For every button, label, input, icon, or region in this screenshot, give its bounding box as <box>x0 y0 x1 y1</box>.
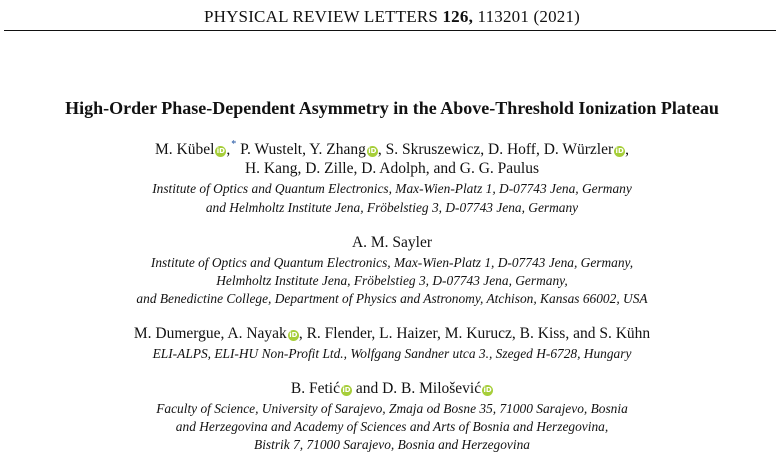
paper-title: High-Order Phase-Dependent Asymmetry in the Above-Threshold Ionization Plateau <box>65 98 719 118</box>
orcid-icon[interactable]: iD <box>368 147 377 155</box>
orcid-icon[interactable]: iD <box>615 147 624 155</box>
author-names: M. Dumergue, A. Nayak <box>133 325 287 342</box>
affiliation-line: Helmholtz Institute Jena, Fröbelstieg 3, D-07743 Jena, Germany, <box>216 273 568 288</box>
author-separator: , <box>625 141 630 158</box>
author-name: M. Kübel <box>154 141 215 158</box>
header-rule <box>4 30 776 31</box>
author-name: B. Fetić <box>290 380 340 397</box>
affiliation-line: Institute of Optics and Quantum Electronics, Max-Wien-Platz 1, D-07743 Jena, Germany <box>152 181 632 196</box>
author-line-1 <box>0 139 784 159</box>
author-names: and D. B. Milošević <box>351 380 482 397</box>
author-names: , S. Skruszewicz, D. Hoff, D. Würzler <box>377 141 614 158</box>
author-line <box>0 380 784 398</box>
affiliation-line: Bistrik 7, 71000 Sarajevo, Bosnia and Herzegovina <box>254 437 530 452</box>
journal-volume: 126, <box>442 7 474 26</box>
author-line <box>0 325 784 343</box>
affiliation-line: and Helmholtz Institute Jena, Fröbelstieg 3, D-07743 Jena, Germany <box>205 200 579 215</box>
article-number: 113201 (2021) <box>477 7 581 26</box>
author-names: P. Wustelt, Y. Zhang <box>236 141 366 158</box>
running-head <box>0 7 784 27</box>
author-line: A. M. Sayler <box>351 234 433 251</box>
affiliation-line: and Benedictine College, Department of Physics and Astronomy, Atchison, Kansas 66002, USA <box>136 291 648 306</box>
affiliation-line: and Herzegovina and Academy of Sciences and Arts of Bosnia and Herzegovina, <box>175 419 609 434</box>
affiliation-line: Institute of Optics and Quantum Electronics, Max-Wien-Platz 1, D-07743 Jena, Germany, <box>150 255 634 270</box>
journal-name: PHYSICAL REVIEW LETTERS <box>203 7 439 26</box>
corresponding-author-link[interactable]: * <box>231 139 237 150</box>
author-line-2: H. Kang, D. Zille, D. Adolph, and G. G. Paulus <box>244 160 540 177</box>
affiliation-line: ELI-ALPS, ELI-HU Non-Profit Ltd., Wolfgang Sandner utca 3., Szeged H-6728, Hungary <box>152 346 632 361</box>
orcid-icon[interactable]: iD <box>216 147 225 155</box>
author-names: , R. Flender, L. Haizer, M. Kurucz, B. Kiss, and S. Kühn <box>298 325 651 342</box>
affiliation-line: Faculty of Science, University of Sarajevo, Zmaja od Bosne 35, 71000 Sarajevo, Bosnia <box>156 401 628 416</box>
orcid-icon[interactable]: iD <box>289 331 298 339</box>
author-separator: , <box>226 141 231 158</box>
orcid-icon[interactable]: iD <box>483 386 492 394</box>
orcid-icon[interactable]: iD <box>342 386 351 394</box>
